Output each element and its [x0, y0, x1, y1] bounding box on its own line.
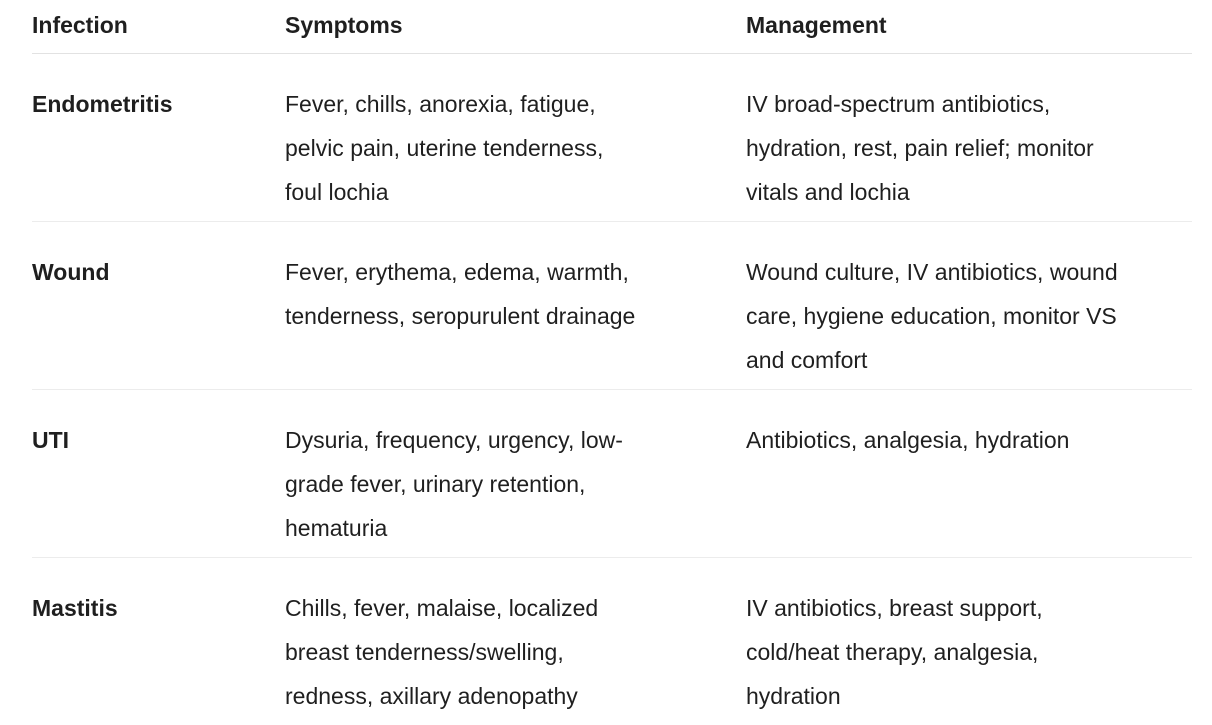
symptoms-line: breast tenderness/swelling, [285, 639, 564, 665]
table-header-row [32, 0, 1192, 54]
management-line: Antibiotics, analgesia, hydration [746, 427, 1070, 453]
symptoms-cell [285, 54, 746, 221]
table-row [32, 222, 1192, 390]
symptoms-line: Chills, fever, malaise, localized [285, 595, 599, 621]
symptoms-line: Fever, chills, anorexia, fatigue, [285, 91, 596, 117]
symptoms-line: Fever, erythema, edema, warmth, [285, 259, 629, 285]
management-line: vitals and lochia [746, 179, 910, 205]
management-line: and comfort [746, 347, 868, 373]
management-line: IV broad-spectrum antibiotics, [746, 91, 1051, 117]
column-header-symptoms: Symptoms [285, 12, 403, 38]
symptoms-line: redness, axillary adenopathy [285, 683, 578, 709]
symptoms-line: tenderness, seropurulent drainage [285, 303, 636, 329]
column-header-infection: Infection [32, 12, 128, 38]
infection-name: Mastitis [32, 595, 118, 621]
infection-name: Endometritis [32, 91, 173, 117]
symptoms-cell [285, 390, 746, 557]
symptoms-cell [285, 558, 746, 725]
management-line: care, hygiene education, monitor VS [746, 303, 1117, 329]
management-line: cold/heat therapy, analgesia, [746, 639, 1039, 665]
column-header-management: Management [746, 12, 887, 38]
management-cell [746, 558, 1192, 725]
infection-name: Wound [32, 259, 110, 285]
management-cell [746, 222, 1192, 389]
symptoms-line: grade fever, urinary retention, [285, 471, 586, 497]
management-line: hydration, rest, pain relief; monitor [746, 135, 1094, 161]
management-line: hydration [746, 683, 841, 709]
infection-table [32, 0, 1192, 725]
management-line: IV antibiotics, breast support, [746, 595, 1043, 621]
table-row [32, 558, 1192, 725]
management-line: Wound culture, IV antibiotics, wound [746, 259, 1118, 285]
symptoms-cell [285, 222, 746, 389]
symptoms-line: hematuria [285, 515, 388, 541]
infection-name: UTI [32, 427, 70, 453]
table-row [32, 54, 1192, 222]
management-cell [746, 390, 1192, 557]
management-cell [746, 54, 1192, 221]
symptoms-line: pelvic pain, uterine tenderness, [285, 135, 604, 161]
table-row [32, 390, 1192, 558]
symptoms-line: foul lochia [285, 179, 389, 205]
symptoms-line: Dysuria, frequency, urgency, low- [285, 427, 623, 453]
